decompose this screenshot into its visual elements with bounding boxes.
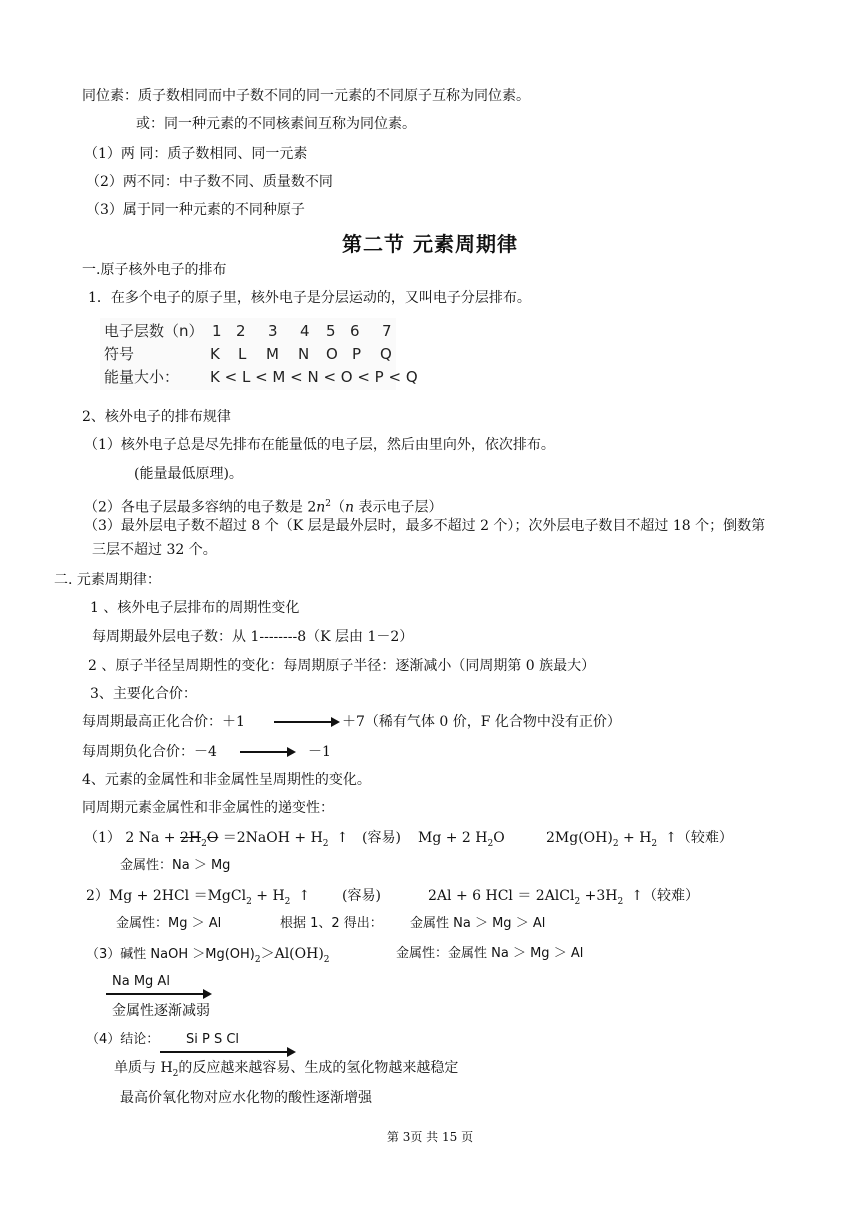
shell-energy-order: K < L < M < N < O < P < Q	[210, 368, 418, 386]
nonmetal-sequence: Si P S Cl	[186, 1032, 240, 1047]
shell-symbol: Q	[380, 345, 392, 363]
isotope-point-2: （2）两不同：中子数不同、质量数不同	[86, 174, 333, 190]
conclusion-text: 单质与 H	[114, 1060, 173, 1076]
isotope-point-1: （1）两 同：质子数相同、同一元素	[84, 146, 308, 162]
basicity-line	[86, 944, 330, 970]
isotope-alt-definition: 或：同一种元素的不同核素间互称为同位素。	[136, 116, 416, 132]
subscript: 2	[246, 896, 252, 907]
subscript: 2	[201, 838, 207, 849]
conclusion-1	[114, 1058, 458, 1084]
rule-2-text: （2）各电子层最多容纳的电子数是 2	[84, 499, 317, 516]
shell-symbol-label: 符号	[104, 345, 135, 363]
part2-section1-detail: 每周期最外层电子数：从 1--------8（K 层由 1－2）	[92, 629, 414, 645]
rule-2-tail: 表示电子层）	[354, 499, 443, 516]
shell-number-label: 电子层数（n）	[104, 322, 204, 340]
part1-item1: 1．在多个电子的原子里，核外电子是分层运动的，又叫电子分层排布。	[88, 290, 531, 306]
metal-compare-1: 金属性：Na ＞ Mg	[120, 858, 231, 873]
reaction-difficulty: ↑（较难）	[631, 888, 699, 904]
reaction-difficulty: ↑（较难）	[665, 830, 733, 846]
subscript: 2	[284, 896, 291, 907]
positive-valence-end: ＋7（稀有气体 0 价，F 化合物中没有正价）	[342, 714, 621, 730]
subscript: 2	[612, 838, 619, 849]
negative-valence-end: －1	[308, 744, 331, 760]
right-arrow-icon	[160, 1051, 294, 1053]
metal-sequence: Na Mg Al	[112, 974, 170, 989]
shell-symbol: O	[326, 345, 338, 363]
rule-2	[84, 494, 443, 518]
reaction-text: O	[493, 830, 505, 846]
negative-valence-label: 每周期负化合价：－4	[82, 744, 217, 760]
shell-symbol: P	[352, 345, 362, 363]
reaction-text: + H	[618, 830, 652, 846]
reaction-2-left	[86, 886, 310, 912]
up-arrow-icon: ↑	[298, 888, 311, 904]
reaction-struck-text: 2H	[179, 830, 202, 846]
part2-section4-sub: 同周期元素金属性和非金属性的递变性：	[82, 800, 334, 816]
rule-2-exponent: 2	[325, 499, 332, 509]
conclusion-text: 的反应越来越容易、生成的氢化物越来越稳定	[178, 1060, 459, 1076]
reaction-text: Mg + 2 H	[418, 830, 488, 846]
section-title: 第二节 元素周期律	[342, 232, 518, 256]
part1-heading: 一.原子核外电子的排布	[82, 262, 227, 278]
shell-number: 4	[300, 322, 310, 340]
shell-symbol: M	[266, 345, 279, 363]
metal-compare-2: 金属性：Mg ＞ Al	[116, 916, 222, 931]
up-arrow-icon: ↑	[336, 830, 349, 846]
part2-section4: 4、元素的金属性和非金属性呈周期性的变化。	[82, 772, 371, 788]
rule-1: （1）核外电子总是尽先排布在能量低的电子层，然后由里向外，依次排布。	[84, 437, 555, 453]
reaction-text: （1） 2 Na +	[84, 830, 180, 846]
rule-1-note: (能量最低原理)。	[134, 466, 243, 482]
metal-conclusion-label: 根据 1、2 得出：	[280, 916, 383, 931]
conclusion-2: 最高价氧化物对应水化物的酸性逐渐增强	[120, 1090, 372, 1106]
subscript: 2	[617, 896, 624, 907]
right-arrow-icon	[274, 721, 338, 723]
reaction-1-mg	[418, 828, 505, 854]
shell-number: 7	[382, 322, 392, 340]
reaction-text: 2Al + 6 HCl ＝ 2AlCl	[428, 888, 575, 904]
rule-2-var: n	[345, 499, 355, 516]
subscript: 2	[322, 838, 329, 849]
basicity-text: ＞Al(OH)	[260, 946, 324, 962]
part2-heading: 二. 元素周期律：	[54, 572, 161, 588]
metal-weaken-text: 金属性逐渐减弱	[112, 1003, 210, 1019]
shell-number: 5	[326, 322, 336, 340]
reaction-text: + H	[251, 888, 285, 904]
part2-section3: 3、主要化合价：	[90, 686, 197, 702]
shell-number: 1	[212, 322, 222, 340]
subscript: 2	[574, 896, 581, 907]
reaction-1-right	[546, 828, 733, 854]
right-arrow-icon	[106, 993, 210, 995]
reaction-text: ＝2NaOH + H	[218, 830, 323, 846]
reaction-1-easy: (容易)	[362, 830, 401, 846]
reaction-text: 2）Mg + 2HCl ＝MgCl	[86, 888, 247, 904]
right-arrow-icon	[240, 751, 294, 753]
reaction-struck-text: O	[206, 830, 219, 846]
part2-section2: 2 、原子半径呈周期性的变化：每周期原子半径：逐渐减小（同周期第 0 族最大）	[88, 658, 596, 674]
rule-3-line2: 三层不超过 32 个。	[92, 542, 217, 558]
subscript: 2	[254, 954, 261, 965]
shell-symbol: L	[238, 345, 247, 363]
shell-symbol: N	[298, 345, 310, 363]
rule-3-line1: （3）最外层电子数不超过 8 个（K 层是最外层时，最多不超过 2 个）；次外层电子数目不超过 18 个；倒数第	[84, 518, 766, 534]
part2-section1: 1 、核外电子层排布的周期性变化	[90, 600, 300, 616]
reaction-2-right	[428, 886, 699, 912]
rule-2-var: n	[316, 499, 326, 516]
shell-symbol: K	[210, 345, 220, 363]
basicity-text: （3）碱性 NaOH ＞Mg(OH)	[86, 947, 255, 962]
shell-number: 6	[350, 322, 360, 340]
subscript: 2	[651, 838, 658, 849]
subscript: 2	[487, 838, 494, 849]
reaction-1-left	[84, 828, 348, 854]
shell-number: 2	[236, 322, 246, 340]
rules-heading: 2、核外电子的排布规律	[82, 409, 231, 425]
subscript: 2	[323, 954, 330, 965]
reaction-2-easy: (容易)	[342, 888, 381, 904]
basicity-metal-order: 金属性：金属性 Na ＞ Mg ＞ Al	[396, 946, 584, 961]
reaction-text: 2Mg(OH)	[546, 830, 613, 846]
reaction-text: +3H	[580, 888, 618, 904]
shell-number: 3	[268, 322, 278, 340]
isotope-definition: 同位素：质子数相同而中子数不同的同一元素的不同原子互称为同位素。	[82, 88, 530, 104]
isotope-point-3: （3）属于同一种元素的不同种原子	[86, 202, 305, 218]
shell-energy-label: 能量大小：	[104, 368, 180, 386]
subscript: 2	[172, 1068, 179, 1079]
page-footer: 第 3页 共 15 页	[386, 1130, 474, 1144]
metal-conclusion-result: 金属性 Na ＞ Mg ＞ Al	[410, 916, 546, 931]
positive-valence-label: 每周期最高正化合价：＋1	[82, 714, 245, 730]
conclusion-prefix: （4）结论：	[86, 1032, 160, 1047]
rule-2-paren: （	[331, 499, 346, 516]
electron-shell-table	[100, 318, 418, 390]
